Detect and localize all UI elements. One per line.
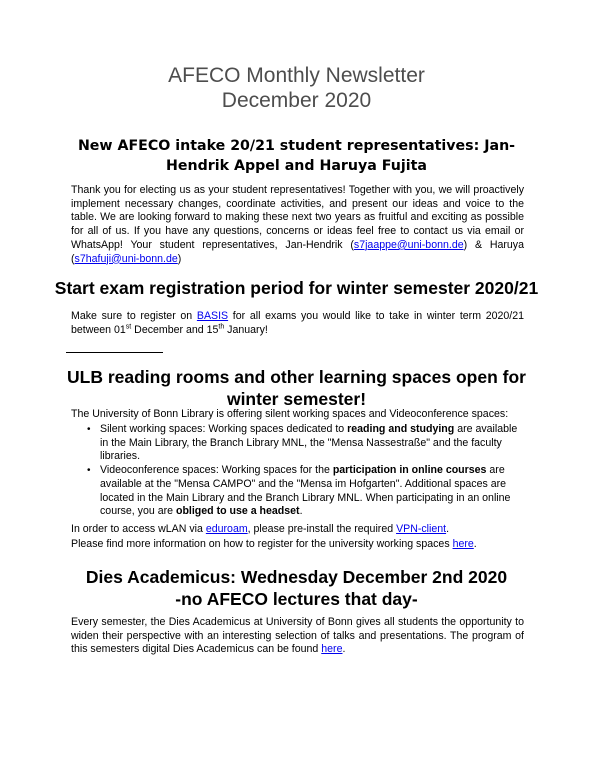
exam-registration-paragraph: Make sure to register on BASIS for all exams you would like to take in winter term 2020/21 between 01st December and 15th January! xyxy=(71,310,524,336)
newsletter-title xyxy=(0,63,593,113)
email-link-jan-hendrik[interactable]: s7jaappe@uni-bonn.de xyxy=(353,238,464,251)
dies-academicus-here-link[interactable]: here xyxy=(321,643,343,656)
eduroam-link[interactable]: eduroam xyxy=(205,523,248,535)
email-link-haruya[interactable]: s7hafuji@uni-bonn.de xyxy=(74,252,178,265)
section-heading-dies-academicus: Dies Academicus: Wednesday December 2nd 2020 -no AFECO lectures that day- xyxy=(85,567,508,609)
bullet-icon: • xyxy=(87,465,91,477)
working-spaces-info-text: Please find more information on how to register for the university working spaces here. xyxy=(71,538,477,550)
wlan-access-text: In order to access wLAN via eduroam, please pre-install the required VPN-client. xyxy=(71,523,450,535)
list-item-silent-spaces: • Silent working spaces: Working spaces dedicated to reading and studying are available in the Main Library, the Branch Library MNL, the "Mensa Nassestraße" and the faculty libraries. xyxy=(87,423,518,463)
vpn-client-link[interactable]: VPN-client xyxy=(396,523,447,535)
basis-link[interactable]: BASIS xyxy=(196,310,229,322)
representatives-paragraph: Thank you for electing us as your student representatives! Together with you, we will proactively implement necessary changes, coordinate activities, and present our ideas and voice to the table. We are looking forward to making these next two years as fruitful and exciting as possible for all of us. If you have any questions, concerns or ideas feel free to contact us via email or WhatsApp! Your student representatives, Jan-Hendrik (s7jaappe@uni-bonn.de) & Haruya (s7hafuji@uni-bonn.de) xyxy=(71,184,524,265)
section-divider xyxy=(66,352,163,353)
section-heading-exam-registration: Start exam registration period for winter semester 2020/21 xyxy=(54,278,539,298)
section-heading-representatives: New AFECO intake 20/21 student representatives: Jan-Hendrik Appel and Haruya Fujita xyxy=(77,138,516,174)
bullet-icon: • xyxy=(87,424,91,435)
ulb-intro-text: The University of Bonn Library is offering silent working spaces and Videoconference spaces: xyxy=(71,408,509,420)
list-item-videoconference-spaces: • Videoconference spaces: Working spaces for the participation in online courses are available at the "Mensa CAMPO" and the "Mensa im Hofgarten". Additional spaces are located in the Main Library and the Branch Library MNL. When participating in an online course, you are obliged to use a headset. xyxy=(87,464,511,518)
working-spaces-list xyxy=(71,423,523,519)
dies-academicus-paragraph: Every semester, the Dies Academicus at University of Bonn gives all students the opportunity to widen their perspective with an interesting selection of talks and presentations. The program of this semesters digital Dies Academicus can be found here. xyxy=(71,616,524,656)
title-line-2: December 2020 xyxy=(221,89,372,112)
working-spaces-here-link[interactable]: here xyxy=(452,538,474,550)
section-heading-ulb-reading-rooms: ULB reading rooms and other learning spaces open for winter semester! xyxy=(67,367,526,409)
title-line-1: AFECO Monthly Newsletter xyxy=(168,64,425,87)
